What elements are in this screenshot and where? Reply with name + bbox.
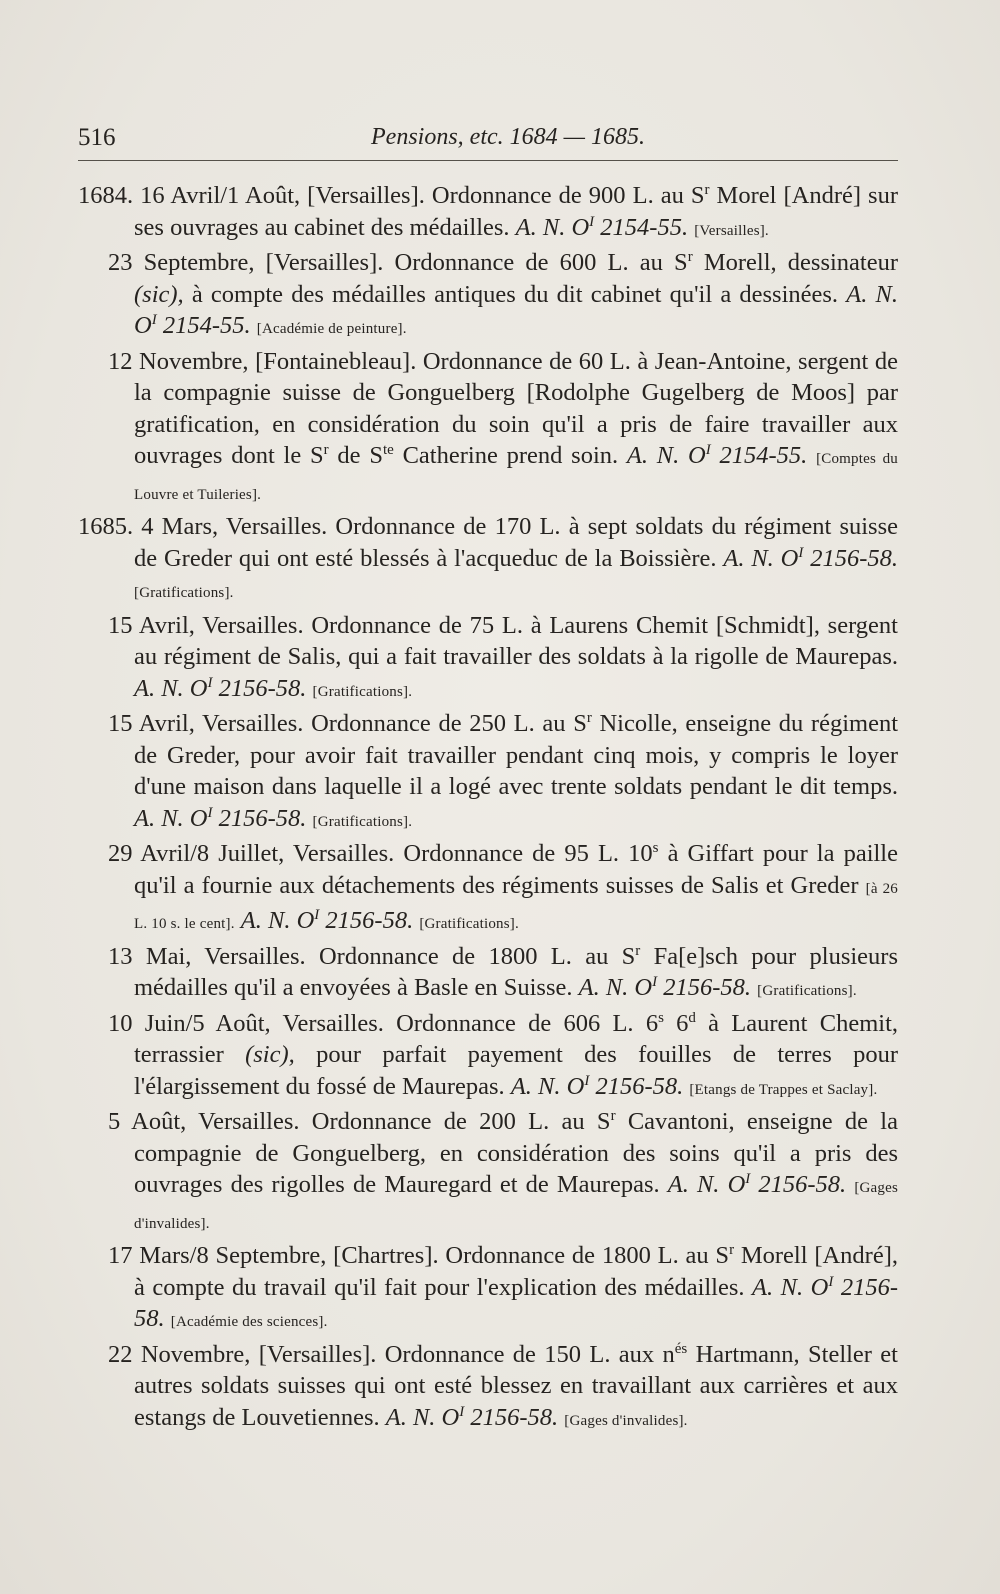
entry-year: 1684. <box>78 182 134 209</box>
entry-note: [Versailles]. <box>694 222 769 239</box>
entry-text: Fa[e]sch pour plusieurs médailles qu'il a envoyées à Basle en Suisse. <box>134 942 898 1001</box>
entry-text: 16 Avril/1 Août, [Versailles]. Ordonnance de 900 L. au S <box>140 182 705 209</box>
inline-note: [à 26 L. 10 s. le cent]. <box>134 880 899 932</box>
entry <box>78 838 898 941</box>
entry-text: 6 <box>663 1009 689 1037</box>
page-number: 516 <box>78 124 116 151</box>
entry-note: [Académie des sciences]. <box>170 1314 328 1330</box>
entry-text: à Laurent Chemit, terrassier <box>134 1009 898 1068</box>
entry-note: [Gratifications]. <box>312 683 413 700</box>
archive-reference: A. N. $O^I$ 2156-58. <box>510 1072 684 1100</box>
entry <box>78 1240 898 1339</box>
header-rule <box>78 160 898 161</box>
archive-reference: A. N. $O^I$ 2156-58. <box>723 544 899 572</box>
archive-reference: A. N. $O^I$ 2156-58. <box>134 804 307 832</box>
archive-reference: A. N. $O^I$ 2154-55. <box>626 442 808 469</box>
entry-text: 15 Avril, Versailles. Ordonnance de 250 L. au S <box>108 710 587 737</box>
archive-reference: A. N. $O^I$ 2156-58. <box>385 1403 559 1431</box>
entry-text: Nicolle, enseigne du régiment de Greder, pour avoir fait travailler pendant cinq mois, y compris le loyer d'une maison dans laquelle il a logé avec trente soldats pendant le dit temps. <box>134 710 898 800</box>
entry <box>78 1106 898 1240</box>
entry-note: [Comptes du Louvre et Tuileries]. <box>134 451 899 503</box>
entry <box>78 708 898 838</box>
entry-note: [Académie de peinture]. <box>256 321 407 337</box>
entry <box>78 1008 898 1107</box>
archive-reference: A. N. $O^I$ 2154-55. <box>515 213 689 241</box>
entry-year: 1685. <box>78 513 134 540</box>
entry-italic: (sic), <box>245 1041 295 1068</box>
entry-italic: (sic), <box>134 280 184 308</box>
superscript: d <box>688 1009 696 1026</box>
archive-reference: A. N. $O^I$ 2156-58. <box>240 907 414 934</box>
entry-note: [Gratifications]. <box>419 916 519 932</box>
archive-reference: A. N. $O^I$ 2156-58. <box>134 1273 899 1332</box>
entry-text: Morell, dessinateur <box>692 249 898 276</box>
entry-text: 15 Avril, Versailles. Ordonnance de 75 L. à Laurens Chemit [Schmidt], sergent au régiment de Salis, qui a fait travailler des soldats à la rigolle de Maurepas. <box>108 611 898 670</box>
entry-text: Morel [André] sur ses ouvrages au cabinet des médailles. <box>134 182 898 241</box>
entry-text: à compte des médailles antiques du dit cabinet qu'il a dessinées. <box>183 280 847 308</box>
page-body <box>78 180 898 1437</box>
entry-text: Catherine prend soin. <box>393 442 627 469</box>
running-title: Pensions, etc. 1684 — 1685. <box>371 124 645 150</box>
superscript: te <box>382 442 394 458</box>
entry-note: [Gratifications]. <box>312 813 413 830</box>
page-header <box>78 124 898 160</box>
superscript: r <box>729 1242 735 1258</box>
entry-text: 12 Novembre, [Fontainebleau]. Ordonnance de 60 L. à Jean-Antoine, sergent de la compagnie suisse de Gonguelberg [Rodolphe Gugelberg de Moos] par gratification, en considération du soin qu'il a pris de faire travailler aux ouvrages dont le S <box>108 347 898 469</box>
entry-text: 10 Juin/5 Août, Versailles. Ordonnance de 606 L. 6 <box>108 1009 659 1037</box>
entry-note: [Gratifications]. <box>757 983 857 999</box>
archive-reference: A. N. $O^I$ 2156-58. <box>578 974 752 1001</box>
entry-text: 13 Mai, Versailles. Ordonnance de 1800 L. au S <box>108 942 636 970</box>
entry-text: 23 Septembre, [Versailles]. Ordonnance de 600 L. au S <box>108 249 688 276</box>
entry-text: Cavantoni, enseigne de la compagnie de Gonguelberg, en considération des soins qu'il a pris des ouvrages des rigolles de Mauregard et de Maurepas. <box>134 1108 898 1198</box>
entry-text: à Giffart pour la paille qu'il a fournie aux détachements des régiments suisses de Salis et Greder <box>134 840 898 899</box>
superscript: r <box>704 182 710 198</box>
superscript: és <box>674 1340 688 1357</box>
entry <box>78 247 898 346</box>
superscript: r <box>687 249 693 265</box>
entry-text: de S <box>328 442 383 469</box>
archive-reference: A. N. $O^I$ 2156-58. <box>667 1171 847 1198</box>
entry-text: 22 Novembre, [Versailles]. Ordonnance de 150 L. aux n <box>108 1340 675 1368</box>
entry-note: [Etangs de Trappes et Saclay]. <box>689 1081 878 1098</box>
entry-text: Hartmann, Steller et autres soldats suisses qui ont esté blessez en travaillant aux carrières et aux estangs de Louvetiennes. <box>134 1340 898 1431</box>
entry-text: Morell [André], à compte du travail qu'il fait pour l'explication des médailles. <box>134 1242 898 1301</box>
entry <box>78 180 898 247</box>
superscript: s <box>652 840 659 856</box>
entry <box>78 610 898 709</box>
entry <box>78 346 898 512</box>
superscript: r <box>586 710 592 726</box>
archive-reference: A. N. $O^I$ 2156-58. <box>134 674 307 702</box>
superscript: r <box>610 1108 616 1124</box>
superscript: s <box>658 1009 664 1026</box>
entry <box>78 511 898 610</box>
superscript: r <box>323 442 329 458</box>
entry-note: [Gages d'invalides]. <box>134 1180 899 1232</box>
entry-text: 5 Août, Versailles. Ordonnance de 200 L. au S <box>108 1108 611 1135</box>
entry <box>78 941 898 1008</box>
entry <box>78 1339 898 1438</box>
entry-text: pour parfait payement des fouilles de terres pour l'élargissement du fossé de Maurepas. <box>134 1041 898 1100</box>
entry-note: [Gratifications]. <box>134 585 234 601</box>
superscript: r <box>635 942 641 959</box>
archive-reference: A. N. $O^I$ 2154-55. <box>134 280 898 339</box>
entry-note: [Gages d'invalides]. <box>564 1412 688 1429</box>
entry-text: 4 Mars, Versailles. Ordonnance de 170 L. à sept soldats du régiment suisse de Greder qui ont esté blessés à l'acqueduc de la Boissière. <box>134 513 898 572</box>
entry-text: 29 Avril/8 Juillet, Versailles. Ordonnance de 95 L. 10 <box>108 840 653 867</box>
entry-text: 17 Mars/8 Septembre, [Chartres]. Ordonnance de 1800 L. au S <box>108 1242 730 1269</box>
